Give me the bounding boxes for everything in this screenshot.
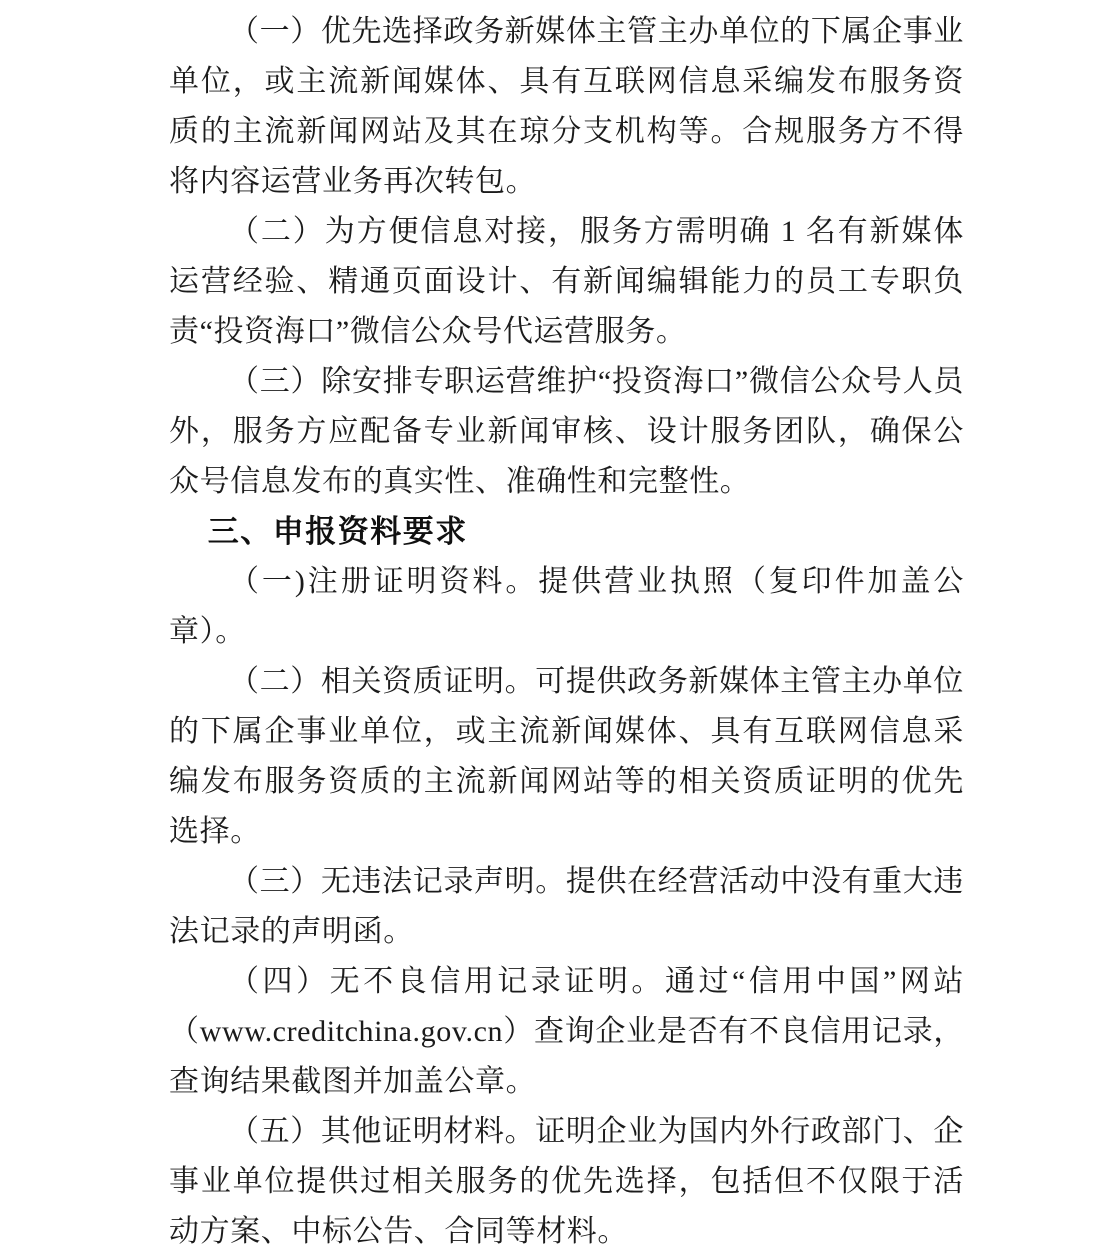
paragraph-material-2: （二）相关资质证明。可提供政务新媒体主管主办单位的下属企事业单位，或主流新闻媒体、具有互联网信息采编发布服务资质的主流新闻网站等的相关资质证明的优先选择。 [169, 665, 964, 848]
paragraph-requirement-1: （一）优先选择政务新媒体主管主办单位的下属企事业单位，或主流新闻媒体、具有互联网信息采编发布服务资质的主流新闻网站及其在琼分支机构等。合规服务方不得将内容运营业务再次转包。 [169, 15, 964, 198]
paragraph-material-5: （五）其他证明材料。证明企业为国内外行政部门、企事业单位提供过相关服务的优先选择，包括但不仅限于活动方案、中标公告、合同等材料。 [169, 1115, 964, 1248]
document-content [169, 7, 964, 1253]
paragraph-material-4: （四）无不良信用记录证明。通过“信用中国”网站（www.creditchina.gov.cn）查询企业是否有不良信用记录，查询结果截图并加盖公章。 [169, 965, 964, 1098]
section-heading: 三、申报资料要求 [207, 514, 468, 549]
paragraph-requirement-2: （二）为方便信息对接，服务方需明确 1 名有新媒体运营经验、精通页面设计、有新闻编辑能力的员工专职负责“投资海口”微信公众号代运营服务。 [169, 215, 964, 348]
paragraph-material-3: （三）无违法记录声明。提供在经营活动中没有重大违法记录的声明函。 [169, 865, 964, 948]
paragraph-requirement-3: （三）除安排专职运营维护“投资海口”微信公众号人员外，服务方应配备专业新闻审核、设计服务团队，确保公众号信息发布的真实性、准确性和完整性。 [169, 365, 964, 498]
paragraph-material-1: （一)注册证明资料。提供营业执照（复印件加盖公章）。 [169, 565, 964, 648]
